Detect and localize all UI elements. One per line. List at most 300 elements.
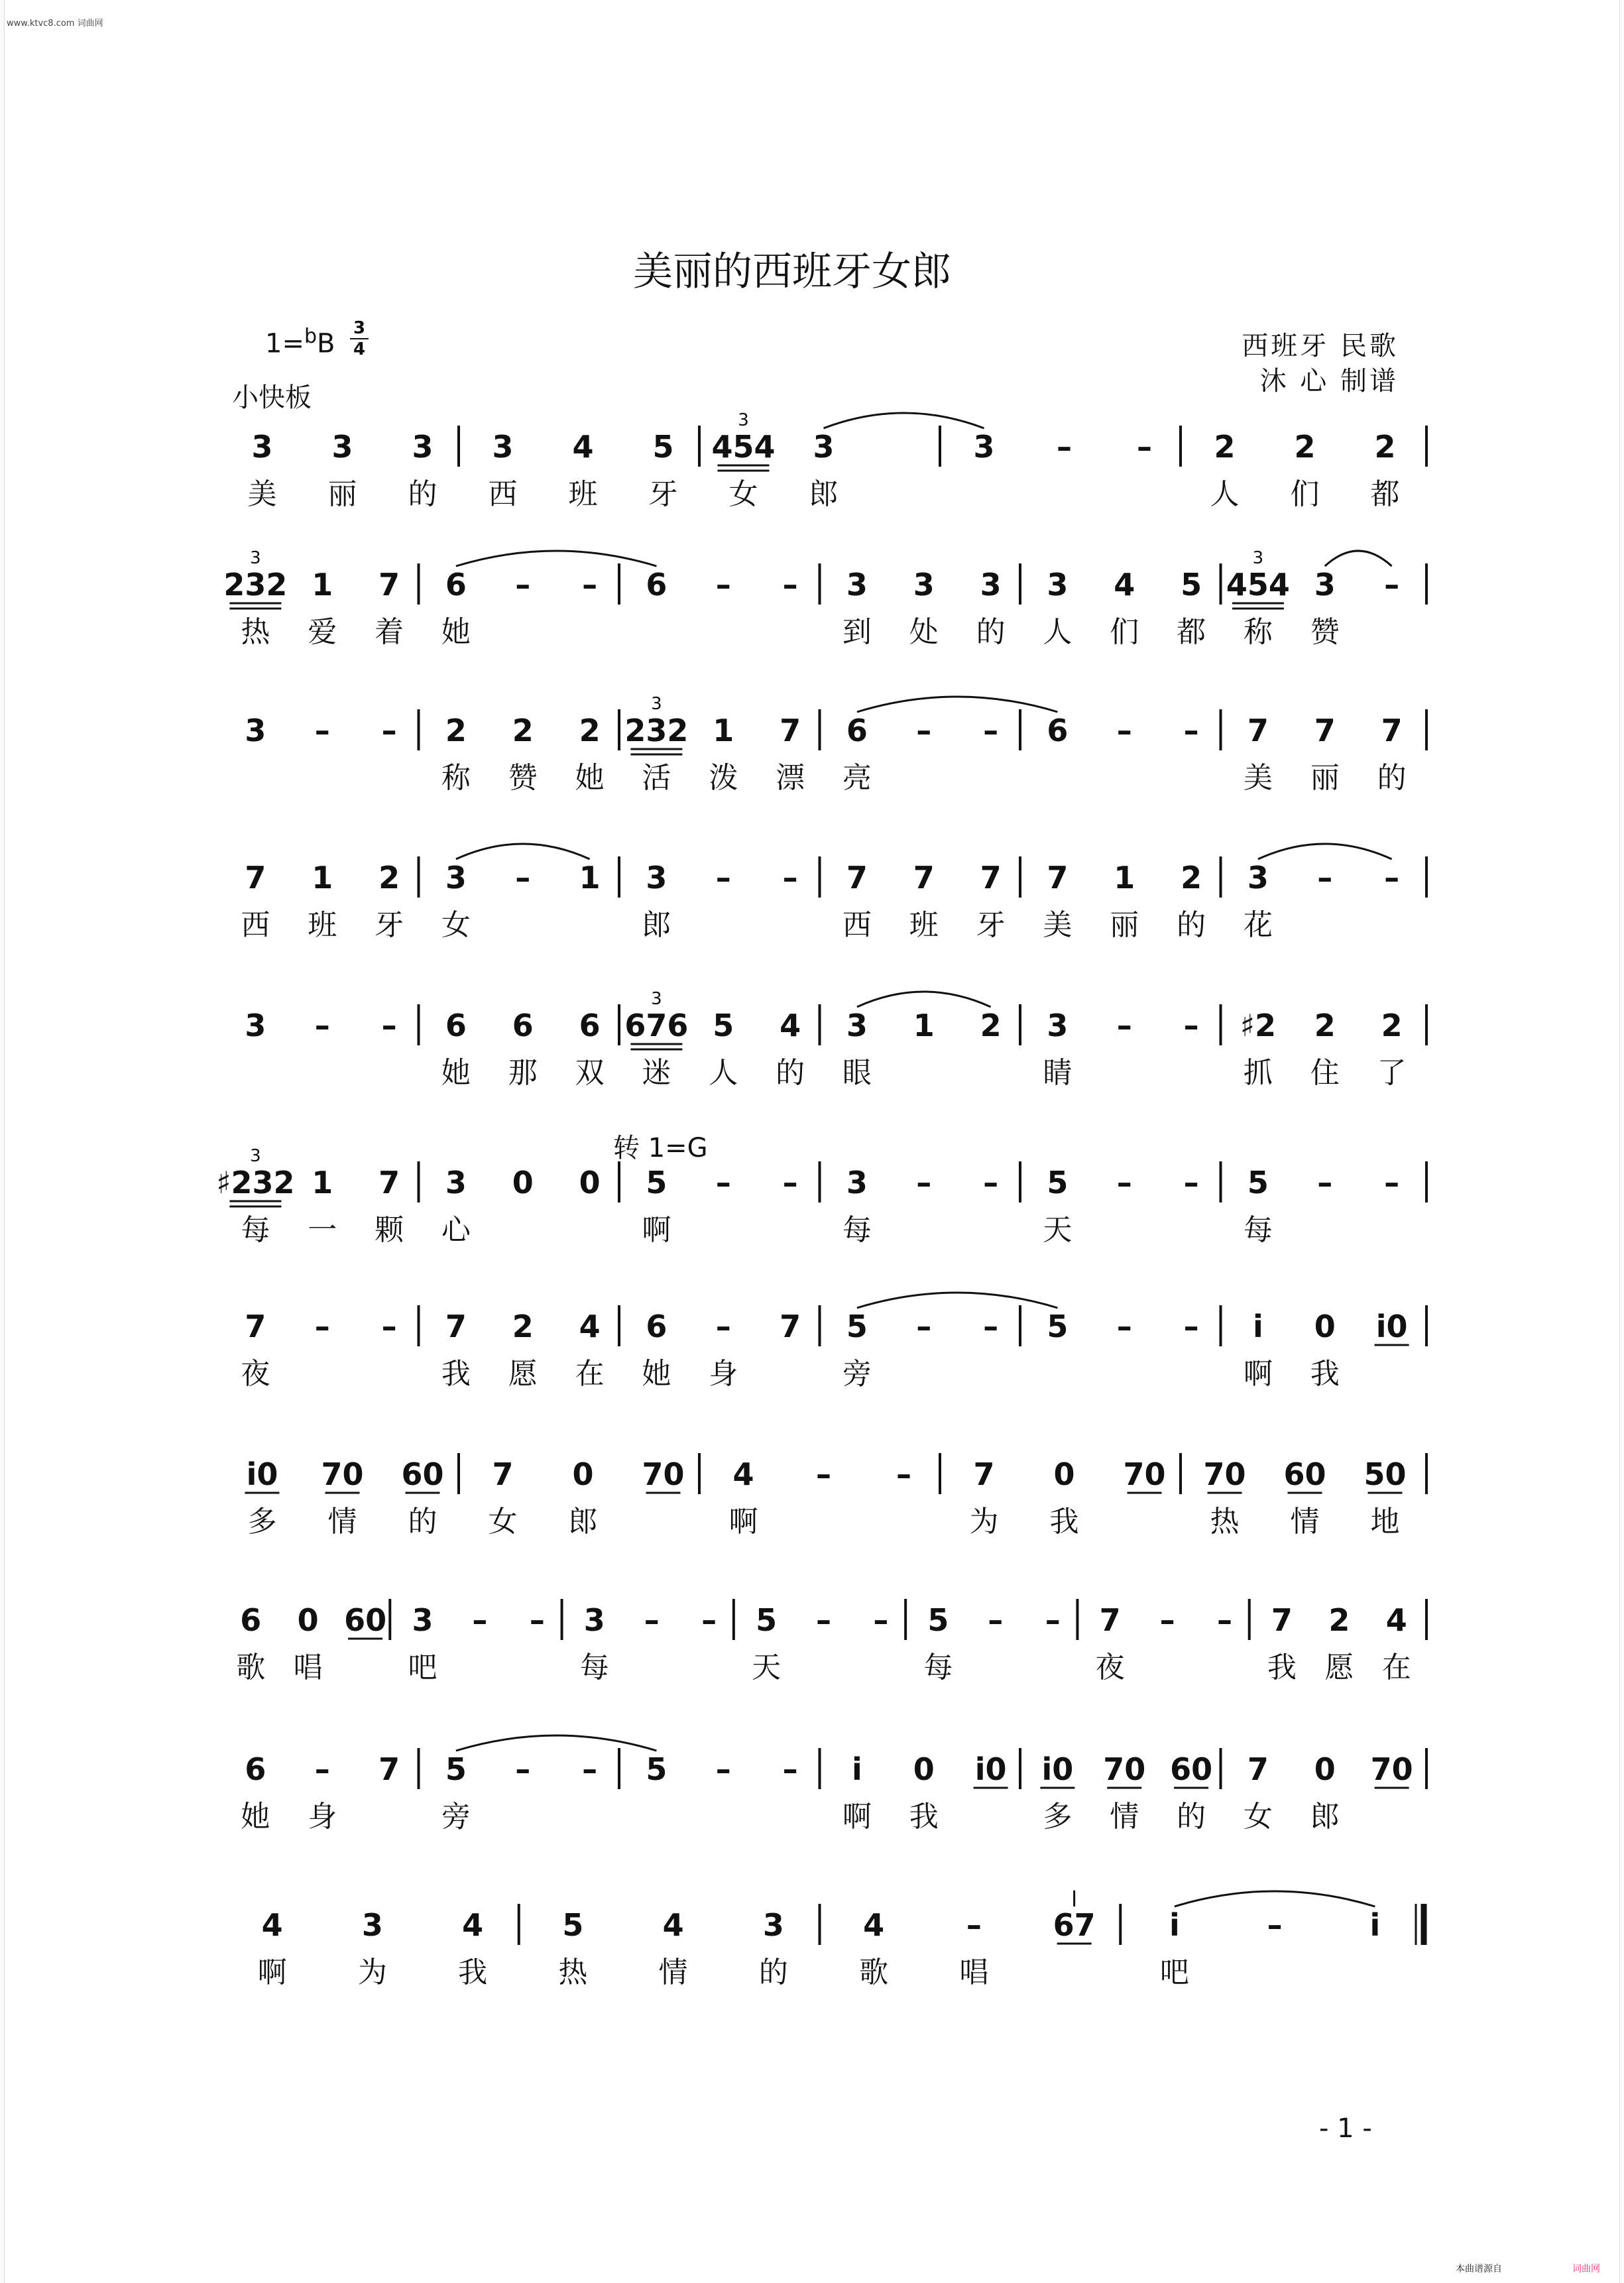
tie-slur	[857, 992, 991, 1007]
lyric: 西	[488, 477, 518, 511]
lyric: 热	[1210, 1505, 1240, 1539]
note: –	[1384, 567, 1400, 603]
lyric: 热	[558, 1956, 588, 1989]
tie-slur	[456, 551, 657, 566]
lyric: 每	[579, 1651, 609, 1684]
note: –	[1045, 1602, 1061, 1638]
lyric: 称	[441, 761, 471, 795]
note: i0	[974, 1751, 1007, 1787]
lyric: 的	[408, 477, 437, 511]
note: 3	[245, 713, 266, 748]
lyric: 女	[488, 1505, 518, 1539]
lyric: 爱	[308, 615, 337, 649]
note: 7	[973, 1456, 995, 1492]
note: 3	[762, 1907, 784, 1943]
note: i0	[246, 1456, 278, 1492]
note: –	[314, 1751, 330, 1787]
note: i	[1369, 1907, 1381, 1943]
modulation-marking: 转 1=G	[613, 1133, 708, 1163]
credit-origin: 西班牙 民歌	[1242, 331, 1399, 361]
lyric: 女	[441, 908, 471, 942]
lyric: 抓	[1243, 1056, 1273, 1090]
note: 4	[1385, 1602, 1407, 1638]
note: 2	[1294, 429, 1316, 465]
lyric: 女	[1243, 1800, 1273, 1834]
note: 7	[1271, 1602, 1293, 1638]
lyric: 歌	[859, 1956, 889, 1989]
note: 3	[846, 567, 868, 603]
note: –	[715, 1165, 731, 1200]
note: 7	[445, 1309, 467, 1344]
note: 1	[312, 567, 333, 603]
lyric: 迷	[642, 1056, 671, 1090]
lyric: 眼	[842, 1056, 872, 1090]
triplet-mark: 3	[1252, 548, 1264, 568]
note: 6	[1047, 713, 1069, 748]
lyric: 班	[308, 908, 337, 942]
note: –	[1057, 429, 1072, 465]
note: 1	[312, 860, 333, 896]
lyric: 我	[441, 1357, 471, 1391]
note: –	[529, 1602, 545, 1638]
lyric: 郎	[809, 477, 839, 511]
lyric: 美	[1243, 761, 1273, 795]
note: –	[916, 1165, 932, 1200]
triplet-mark: 3	[651, 694, 662, 714]
note: ♯232	[216, 1165, 295, 1200]
note: 2	[512, 713, 534, 748]
note: 6	[846, 713, 868, 748]
note: –	[472, 1602, 488, 1638]
note: 3	[846, 1008, 868, 1043]
note: 2	[378, 860, 400, 896]
note: 4	[662, 1907, 684, 1943]
note: 50	[1363, 1456, 1407, 1492]
note: 5	[562, 1907, 584, 1943]
page-title: 美丽的西班牙女郎	[633, 249, 951, 295]
note: 2	[445, 713, 467, 748]
note: 6	[646, 567, 667, 603]
lyric: 多	[1043, 1800, 1073, 1834]
lyric: 着	[375, 615, 404, 649]
lyric: 班	[568, 477, 598, 511]
lyric: 身	[709, 1357, 738, 1391]
lyric: 她	[575, 761, 605, 795]
note: 60	[401, 1456, 444, 1492]
note: 5	[1247, 1165, 1269, 1200]
lyric: 我	[1049, 1505, 1079, 1539]
note: 7	[980, 860, 1002, 896]
note: –	[1116, 1309, 1132, 1344]
lyric: 旁	[441, 1800, 471, 1834]
note: 4	[261, 1907, 283, 1943]
note: 2	[1328, 1602, 1350, 1638]
note: 3	[1047, 567, 1069, 603]
note: 4	[462, 1907, 484, 1943]
note: 676	[624, 1008, 689, 1043]
lyric: 我	[1267, 1651, 1297, 1684]
note: 4	[780, 1008, 801, 1043]
lyric: 泼	[709, 761, 738, 795]
note: 7	[1314, 713, 1336, 748]
tie-slur	[1258, 844, 1392, 859]
lyric: 的	[408, 1505, 437, 1539]
note: 70	[642, 1456, 685, 1492]
note: –	[782, 1751, 798, 1787]
lyric: 夜	[241, 1357, 270, 1391]
note: 1	[913, 1008, 935, 1043]
note: –	[715, 1309, 731, 1344]
note: 7	[780, 713, 801, 748]
note: 3	[412, 429, 434, 465]
note: 3	[846, 1165, 868, 1200]
note: 3	[1047, 1008, 1069, 1043]
lyric: 唱	[293, 1651, 323, 1684]
lyric: 在	[1381, 1651, 1411, 1684]
lyric: 人	[1210, 477, 1240, 511]
note: 5	[846, 1309, 868, 1344]
lyric: 唱	[959, 1956, 989, 1989]
note: 5	[1047, 1165, 1069, 1200]
lyric: 住	[1310, 1056, 1340, 1090]
note: –	[314, 1008, 330, 1043]
note: 6	[646, 1309, 667, 1344]
lyric: 赞	[1310, 615, 1340, 649]
note: 7	[1099, 1602, 1121, 1638]
meter-bottom: 4	[350, 338, 369, 359]
note: –	[715, 567, 731, 603]
note: 5	[1047, 1309, 1069, 1344]
lyric: 啊	[1243, 1357, 1273, 1391]
note: –	[1183, 713, 1199, 748]
lyric: 丽	[327, 477, 357, 511]
lyric: 愿	[508, 1357, 538, 1391]
key-flat: b	[304, 325, 318, 348]
note: –	[966, 1907, 982, 1943]
note: 454	[711, 429, 776, 465]
note: 1	[312, 1165, 333, 1200]
note: –	[1116, 1008, 1132, 1043]
note: 70	[1203, 1456, 1246, 1492]
lyric: 人	[1043, 615, 1073, 649]
note: –	[983, 1165, 999, 1200]
note: 4	[863, 1907, 885, 1943]
note: 3	[445, 1165, 467, 1200]
note: 7	[245, 860, 266, 896]
lyric: 啊	[728, 1505, 758, 1539]
lyric: 的	[776, 1056, 805, 1090]
note: 4	[572, 429, 594, 465]
note: 3	[1314, 567, 1336, 603]
tie-slur	[456, 844, 590, 859]
note: 2	[579, 713, 601, 748]
lyric: 丽	[1310, 761, 1340, 795]
note: 2	[1381, 1008, 1403, 1043]
lyric: 情	[658, 1956, 688, 1989]
note: ♯2	[1240, 1008, 1277, 1043]
note: –	[1183, 1165, 1199, 1200]
note: 67	[1053, 1907, 1096, 1943]
note: 2	[512, 1309, 534, 1344]
lyric: 每	[1243, 1213, 1273, 1247]
lyric: 那	[508, 1056, 538, 1090]
note: 1	[579, 860, 601, 896]
note: –	[644, 1602, 660, 1638]
note: 0	[297, 1602, 319, 1638]
lyric: 我	[458, 1956, 488, 1989]
note: 3	[245, 1008, 266, 1043]
note: –	[1116, 713, 1132, 748]
note: –	[314, 713, 330, 748]
lyric: 郎	[642, 908, 671, 942]
note: 6	[579, 1008, 601, 1043]
note: –	[1267, 1907, 1283, 1943]
note: –	[582, 1751, 598, 1787]
note: 4	[1114, 567, 1135, 603]
lyric: 一	[308, 1213, 337, 1247]
note: 70	[321, 1456, 364, 1492]
note: –	[381, 713, 397, 748]
lyric: 的	[976, 615, 1006, 649]
note: –	[314, 1309, 330, 1344]
lyric: 都	[1370, 477, 1400, 511]
triplet-mark: 3	[738, 410, 749, 430]
note: 7	[1381, 713, 1403, 748]
lyric: 愿	[1324, 1651, 1354, 1684]
lyric: 热	[241, 615, 270, 649]
note: 3	[973, 429, 995, 465]
note: 3	[361, 1907, 383, 1943]
note: –	[1317, 1165, 1333, 1200]
lyric: 我	[1310, 1357, 1340, 1391]
lyric: 亮	[842, 761, 872, 795]
note: 3	[1247, 860, 1269, 896]
note: 3	[583, 1602, 605, 1638]
lyric: 美	[247, 477, 277, 511]
lyric: 称	[1243, 615, 1273, 649]
note: 5	[646, 1751, 667, 1787]
note: 0	[512, 1165, 534, 1200]
credit-arranger: 沐 心 制谱	[1259, 366, 1399, 396]
note: 3	[412, 1602, 434, 1638]
lyric: 夜	[1095, 1651, 1125, 1684]
note: 7	[1047, 860, 1069, 896]
lyric: 她	[441, 1056, 471, 1090]
note: –	[816, 1602, 831, 1638]
note: 5	[445, 1751, 467, 1787]
key-prefix: 1=	[265, 328, 304, 359]
note: –	[1317, 860, 1333, 896]
note: 60	[344, 1602, 387, 1638]
note: 2	[1314, 1008, 1336, 1043]
note: –	[916, 1309, 932, 1344]
site-watermark: www.ktvc8.com 词曲网	[7, 19, 103, 29]
lyric: 啊	[257, 1956, 287, 1989]
lyric: 身	[308, 1800, 337, 1834]
footer-source-label: 本曲谱源自	[1456, 2264, 1502, 2274]
lyric: 她	[241, 1800, 270, 1834]
lyric: 的	[758, 1956, 788, 1989]
lyric: 每	[842, 1213, 872, 1247]
lyric: 女	[728, 477, 758, 511]
note: –	[983, 1309, 999, 1344]
tie-slur	[1175, 1891, 1375, 1906]
note: 0	[579, 1165, 601, 1200]
note: 70	[1370, 1751, 1413, 1787]
lyric: 啊	[842, 1800, 872, 1834]
note: 6	[245, 1751, 266, 1787]
note: 6	[445, 567, 467, 603]
lyric: 都	[1177, 615, 1206, 649]
note: –	[1183, 1309, 1199, 1344]
note: 7	[1247, 1751, 1269, 1787]
note: 2	[1181, 860, 1202, 896]
note: –	[916, 713, 932, 748]
tie-slur	[456, 1735, 657, 1751]
note: 2	[1374, 429, 1396, 465]
note: –	[816, 1456, 831, 1492]
note: –	[1217, 1602, 1232, 1638]
note: 3	[646, 860, 667, 896]
lyric: 西	[241, 908, 270, 942]
lyric: 牙	[976, 908, 1006, 942]
note: i	[1169, 1907, 1180, 1943]
lyric: 情	[1110, 1800, 1139, 1834]
note: –	[1384, 860, 1400, 896]
note: 7	[492, 1456, 514, 1492]
note: i0	[1041, 1751, 1074, 1787]
lyric: 赞	[508, 761, 538, 795]
lyric: 在	[575, 1357, 605, 1391]
lyric: 了	[1377, 1056, 1407, 1090]
note: 5	[1181, 567, 1202, 603]
lyric: 丽	[1110, 908, 1139, 942]
note: 3	[913, 567, 935, 603]
lyric: 到	[842, 615, 872, 649]
note: 60	[1170, 1751, 1213, 1787]
note: –	[715, 860, 731, 896]
note: –	[1159, 1602, 1175, 1638]
note: i	[852, 1751, 862, 1787]
triplet-mark: 3	[651, 989, 662, 1009]
note: 6	[512, 1008, 534, 1043]
note: –	[1137, 429, 1152, 465]
lyric: 天	[1043, 1213, 1073, 1247]
lyric: 的	[1377, 761, 1407, 795]
note: –	[896, 1456, 911, 1492]
lyric: 吧	[408, 1651, 437, 1684]
note: 5	[927, 1602, 949, 1638]
note: 5	[646, 1165, 667, 1200]
note: –	[1116, 1165, 1132, 1200]
lyric: 们	[1290, 477, 1320, 511]
lyric: 的	[1177, 1800, 1206, 1834]
lyric: 天	[752, 1651, 782, 1684]
note: –	[782, 567, 798, 603]
note: –	[701, 1602, 717, 1638]
triplet-mark: 3	[250, 1146, 261, 1166]
lyric: 美	[1043, 908, 1073, 942]
lyric: 多	[247, 1505, 277, 1539]
note: 3	[445, 860, 467, 896]
note: 5	[756, 1602, 778, 1638]
note: 454	[1226, 567, 1290, 603]
lyric: 她	[642, 1357, 671, 1391]
note: i	[1253, 1309, 1263, 1344]
lyric: 旁	[842, 1357, 872, 1391]
tie-slur	[857, 697, 1058, 712]
note: 3	[813, 429, 835, 465]
lyric: 情	[327, 1505, 357, 1539]
lyric: 每	[241, 1213, 270, 1247]
lyric: 啊	[642, 1213, 671, 1247]
note: 1	[1114, 860, 1135, 896]
note: 0	[572, 1456, 594, 1492]
footer-site-label: 词曲网	[1572, 2264, 1600, 2274]
lyric: 为	[969, 1505, 999, 1539]
note: –	[1384, 1165, 1400, 1200]
note: 0	[1053, 1456, 1075, 1492]
note: 7	[1247, 713, 1269, 748]
lyric: 睛	[1043, 1056, 1073, 1090]
note: 6	[240, 1602, 262, 1638]
note: 0	[1314, 1309, 1336, 1344]
note: 0	[1314, 1751, 1336, 1787]
lyric: 为	[357, 1956, 387, 1989]
note: 232	[624, 713, 689, 748]
lyric: 地	[1370, 1505, 1400, 1539]
lyric: 人	[709, 1056, 738, 1090]
note: 5	[652, 429, 674, 465]
lyric: 处	[909, 615, 939, 649]
note: 1	[713, 713, 734, 748]
lyric: 情	[1290, 1505, 1320, 1539]
note: 4	[579, 1309, 601, 1344]
note: 2	[1214, 429, 1236, 465]
note: 0	[913, 1751, 935, 1787]
page-number: - 1 -	[1319, 2113, 1372, 2144]
note: –	[515, 567, 531, 603]
note: –	[1183, 1008, 1199, 1043]
note: 232	[223, 567, 288, 603]
lyric: 心	[441, 1213, 471, 1247]
lyric: 双	[575, 1056, 605, 1090]
note: –	[983, 713, 999, 748]
note: –	[515, 860, 531, 896]
note: 5	[713, 1008, 734, 1043]
note: 7	[378, 1751, 400, 1787]
note: 2	[980, 1008, 1002, 1043]
lyric: 的	[1177, 908, 1206, 942]
note: 7	[245, 1309, 266, 1344]
lyric: 吧	[1159, 1956, 1189, 1989]
tie-slur	[1325, 551, 1392, 566]
triplet-mark: 3	[250, 548, 261, 568]
tie-slur	[857, 1293, 1058, 1308]
lyric: 牙	[648, 477, 678, 511]
note: 3	[331, 429, 353, 465]
lyric: 每	[923, 1651, 953, 1684]
lyric: 郎	[568, 1505, 598, 1539]
lyric: 郎	[1310, 1800, 1340, 1834]
note: i0	[1375, 1309, 1408, 1344]
lyric: 她	[441, 615, 471, 649]
note: –	[988, 1602, 1004, 1638]
tempo-marking: 小快板	[232, 382, 312, 413]
note: 70	[1123, 1456, 1166, 1492]
note: 4	[732, 1456, 754, 1492]
note: –	[515, 1751, 531, 1787]
